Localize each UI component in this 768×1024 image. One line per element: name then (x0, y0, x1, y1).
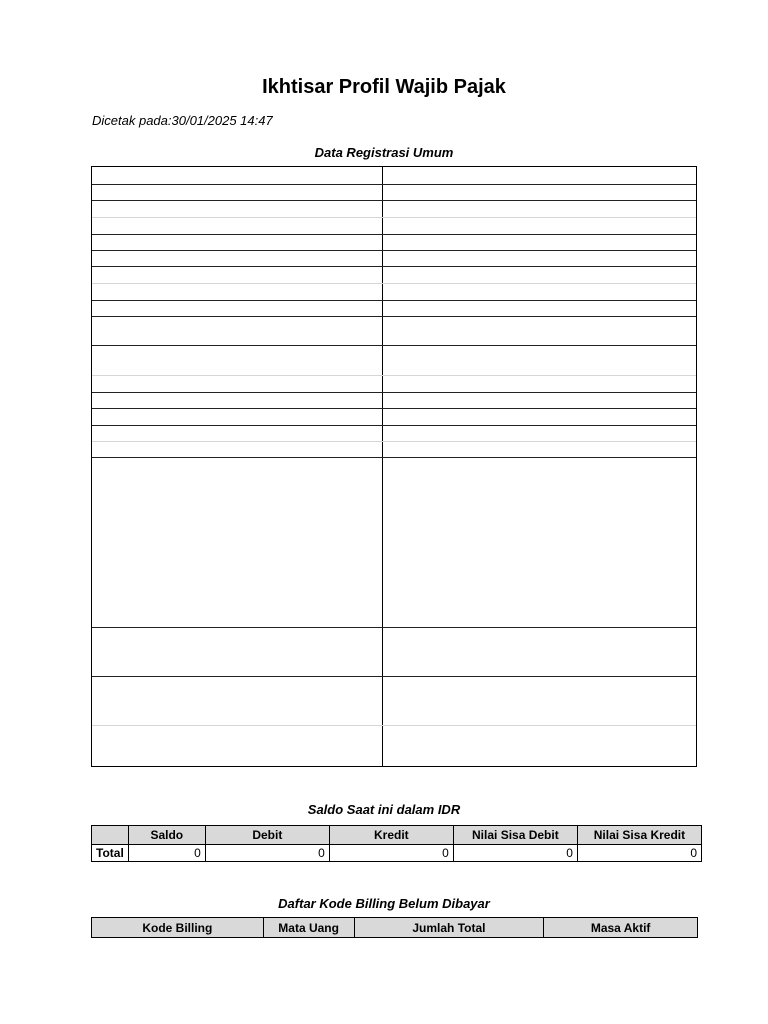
saldo-total-debit: 0 (205, 845, 329, 862)
saldo-section-title: Saldo Saat ini dalam IDR (307, 802, 461, 817)
registration-row-divider (92, 250, 696, 251)
billing-section-title: Daftar Kode Billing Belum Dibayar (278, 896, 490, 911)
registration-row-divider (92, 345, 696, 346)
billing-header-row (92, 918, 698, 938)
billing-header-masa-aktif: Masa Aktif (544, 918, 698, 938)
saldo-header-debit: Debit (205, 826, 329, 845)
registration-row-divider (92, 375, 696, 376)
saldo-total-saldo: 0 (128, 845, 205, 862)
registration-row-divider (92, 425, 696, 426)
registration-row-divider (92, 457, 696, 458)
saldo-header-row (92, 826, 702, 845)
saldo-total-kredit: 0 (329, 845, 453, 862)
billing-header-jumlah: Jumlah Total (354, 918, 544, 938)
registration-row-divider (92, 441, 696, 442)
registration-row-divider (92, 300, 696, 301)
registration-row-divider (92, 725, 696, 726)
billing-header-kode: Kode Billing (92, 918, 264, 938)
registration-table (91, 166, 697, 767)
saldo-header-saldo: Saldo (128, 826, 205, 845)
registration-row-divider (92, 266, 696, 267)
saldo-header-kredit: Kredit (329, 826, 453, 845)
registration-row-divider (92, 234, 696, 235)
registration-row-divider (92, 217, 696, 218)
saldo-table (91, 825, 702, 862)
registration-row-divider (92, 408, 696, 409)
registration-row-divider (92, 283, 696, 284)
billing-header-mata-uang: Mata Uang (263, 918, 354, 938)
printed-timestamp: Dicetak pada:30/01/2025 14:47 (92, 113, 273, 128)
saldo-header-empty (92, 826, 129, 845)
registration-row-divider (92, 392, 696, 393)
registration-row-divider (92, 627, 696, 628)
registration-row-divider (92, 184, 696, 185)
billing-table (91, 917, 698, 938)
saldo-total-sisa-debit: 0 (453, 845, 577, 862)
registration-row-divider (92, 676, 696, 677)
page-title: Ikhtisar Profil Wajib Pajak (262, 76, 506, 98)
registration-row-divider (92, 316, 696, 317)
registration-row-divider (92, 200, 696, 201)
table-row (92, 845, 702, 862)
saldo-total-sisa-kredit: 0 (577, 845, 701, 862)
saldo-total-label: Total (92, 845, 129, 862)
saldo-header-sisa-debit: Nilai Sisa Debit (453, 826, 577, 845)
registration-section-title: Data Registrasi Umum (314, 145, 454, 160)
saldo-header-sisa-kredit: Nilai Sisa Kredit (577, 826, 701, 845)
